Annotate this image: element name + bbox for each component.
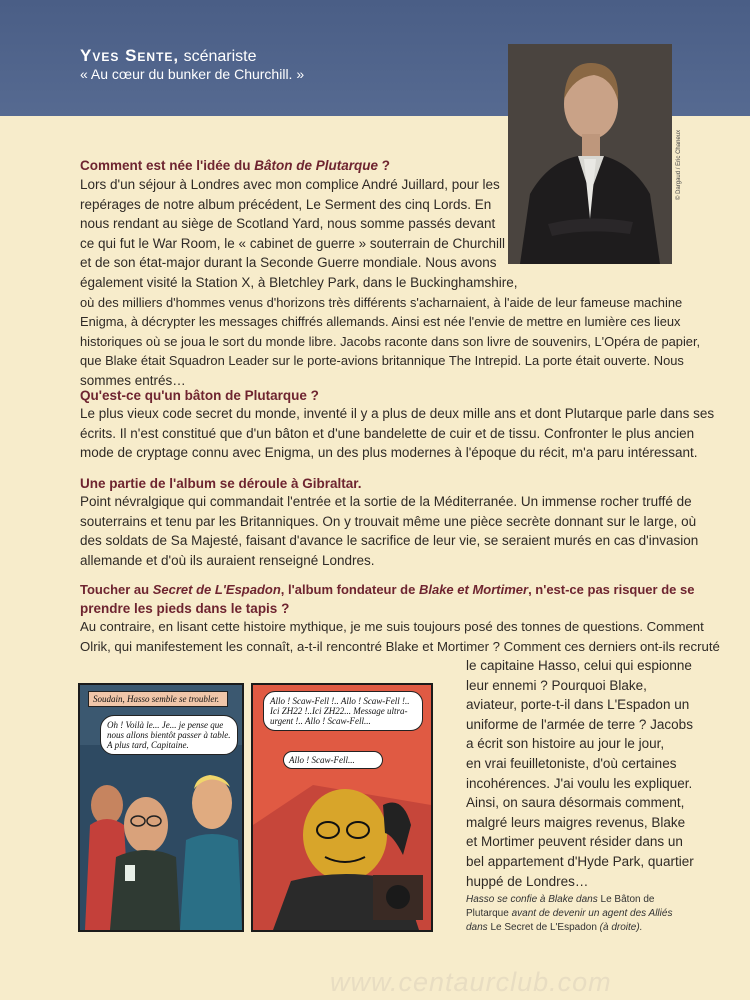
- header-quote: « Au cœur du bunker de Churchill. »: [80, 66, 305, 82]
- speech-bubble-right-1: Allo ! Scaw-Fell !.. Allo ! Scaw-Fell !.. Ici ZH22 !..Ici ZH22... Message ultra-urgent !.. Allo ! Scaw-Fell...: [263, 691, 423, 731]
- speech-bubble-right-2: Allo ! Scaw-Fell...: [283, 751, 383, 769]
- speech-bubble-left: Oh ! Voilà le... Je... je pense que nous allons bientôt passer à table. A plus tard, Capitaine.: [100, 715, 238, 755]
- watermark: www.centaurclub.com: [330, 967, 612, 997]
- answer-4-column: le capitaine Hasso, celui qui espionne leur ennemi ? Pourquoi Blake, aviateur, porte-t-il dans L'Espadon un uniforme de l'armée de terre ? Jacobs a écrit son histoire au jour le jour, en vrai feuilletoniste, d'où certaines incohérences. J'ai voulu les expliquer. Ainsi, on saura désormais comment, malgré leurs maigres revenus, Blake et Mortimer peuvent résider dans un bel appartement d'Hyde Park, quartier huppé de Londres…: [466, 658, 694, 889]
- answer-3: Point névralgique qui commandait l'entrée et la sortie de la Méditerranée. Un immense rocher truffé de souterrains et tenu par les Britanniques. On y trouvait même une pièce secrète donnant sur le large, où des soldats de Sa Majesté, faisant d'avance le sacrifice de leur vie, se seraient murés en cas d'invasion allemande et d'où ils auraient renseigné Londres.: [80, 494, 699, 568]
- question-4: Toucher au Secret de L'Espadon, l'album fondateur de Blake et Mortimer, n'est-ce pas risquer de se prendre les pieds dans le tapis ?: [80, 582, 695, 616]
- comic-panel-right: [251, 683, 433, 932]
- author-name: Yves Sente,: [80, 46, 180, 65]
- comic-panel-left: [78, 683, 244, 932]
- answer-2: Le plus vieux code secret du monde, inventé il y a plus de deux mille ans et dont Plutarque parle dans ses écrits. Il n'est constitué que d'un bâton et d'une bandelette de cuir et de tissu. Confronter le plus ancien mode de cryptage connu avec Enigma, un des plus modernes à l'époque du récit, m'a paru intéressant.: [80, 406, 715, 461]
- author-line: [80, 46, 257, 66]
- photo-credit: © Dargaud / Eric Chaneux: [676, 129, 682, 200]
- author-role: scénariste: [183, 48, 257, 65]
- question-2: Qu'est-ce qu'un bâton de Plutarque ?: [80, 388, 319, 403]
- comic-caption-left: Soudain, Hasso semble se troubler.: [88, 691, 228, 707]
- answer-1: Lors d'un séjour à Londres avec mon complice André Juillard, pour les repérages de notre album précédent, Le Serment des cinq Lords. En nous rendant au siège de Scotland Yard, nous somme passés devant ce qui fut le War Room, le « cabinet de guerre » souterrain de Churchill et de son état-major durant la Seconde Guerre mondiale. Nous avons également visité la Station X, à Bletchley Park, dans le Buckinghamshire, où des milliers d'hommes venus d'horizons très différents s'acharnaient, à l'aide de leur fameuse machine Enigma, à décrypter les messages chiffrés allemands. Ainsi est née l'envie de mettre en lumière ces lieux historiques où se joua le sort du monde libre. Jacobs raconte dans son livre de souvenirs, L'Opéra de papier, que Blake était Squadron Leader sur le porte-avions britannique The Intrepid. La porte était ouverte. Nous sommes entrés…: [80, 177, 701, 388]
- question-3: Une partie de l'album se déroule à Gibraltar.: [80, 476, 362, 491]
- answer-4-full: Au contraire, en lisant cette histoire mythique, je me suis toujours posé des tonnes de questions. Comment Olrik, qui manifestement les connaît, a-t-il rencontré Blake et Mortimer ? Comment ces derniers ont-ils recruté: [80, 619, 720, 654]
- question-1: Comment est née l'idée du Bâton de Plutarque ?: [80, 158, 391, 173]
- figure-caption: Hasso se confie à Blake dans Le Bâton de Plutarque avant de devenir un agent des Alliés dans Le Secret de L'Espadon (à droite).: [466, 894, 673, 933]
